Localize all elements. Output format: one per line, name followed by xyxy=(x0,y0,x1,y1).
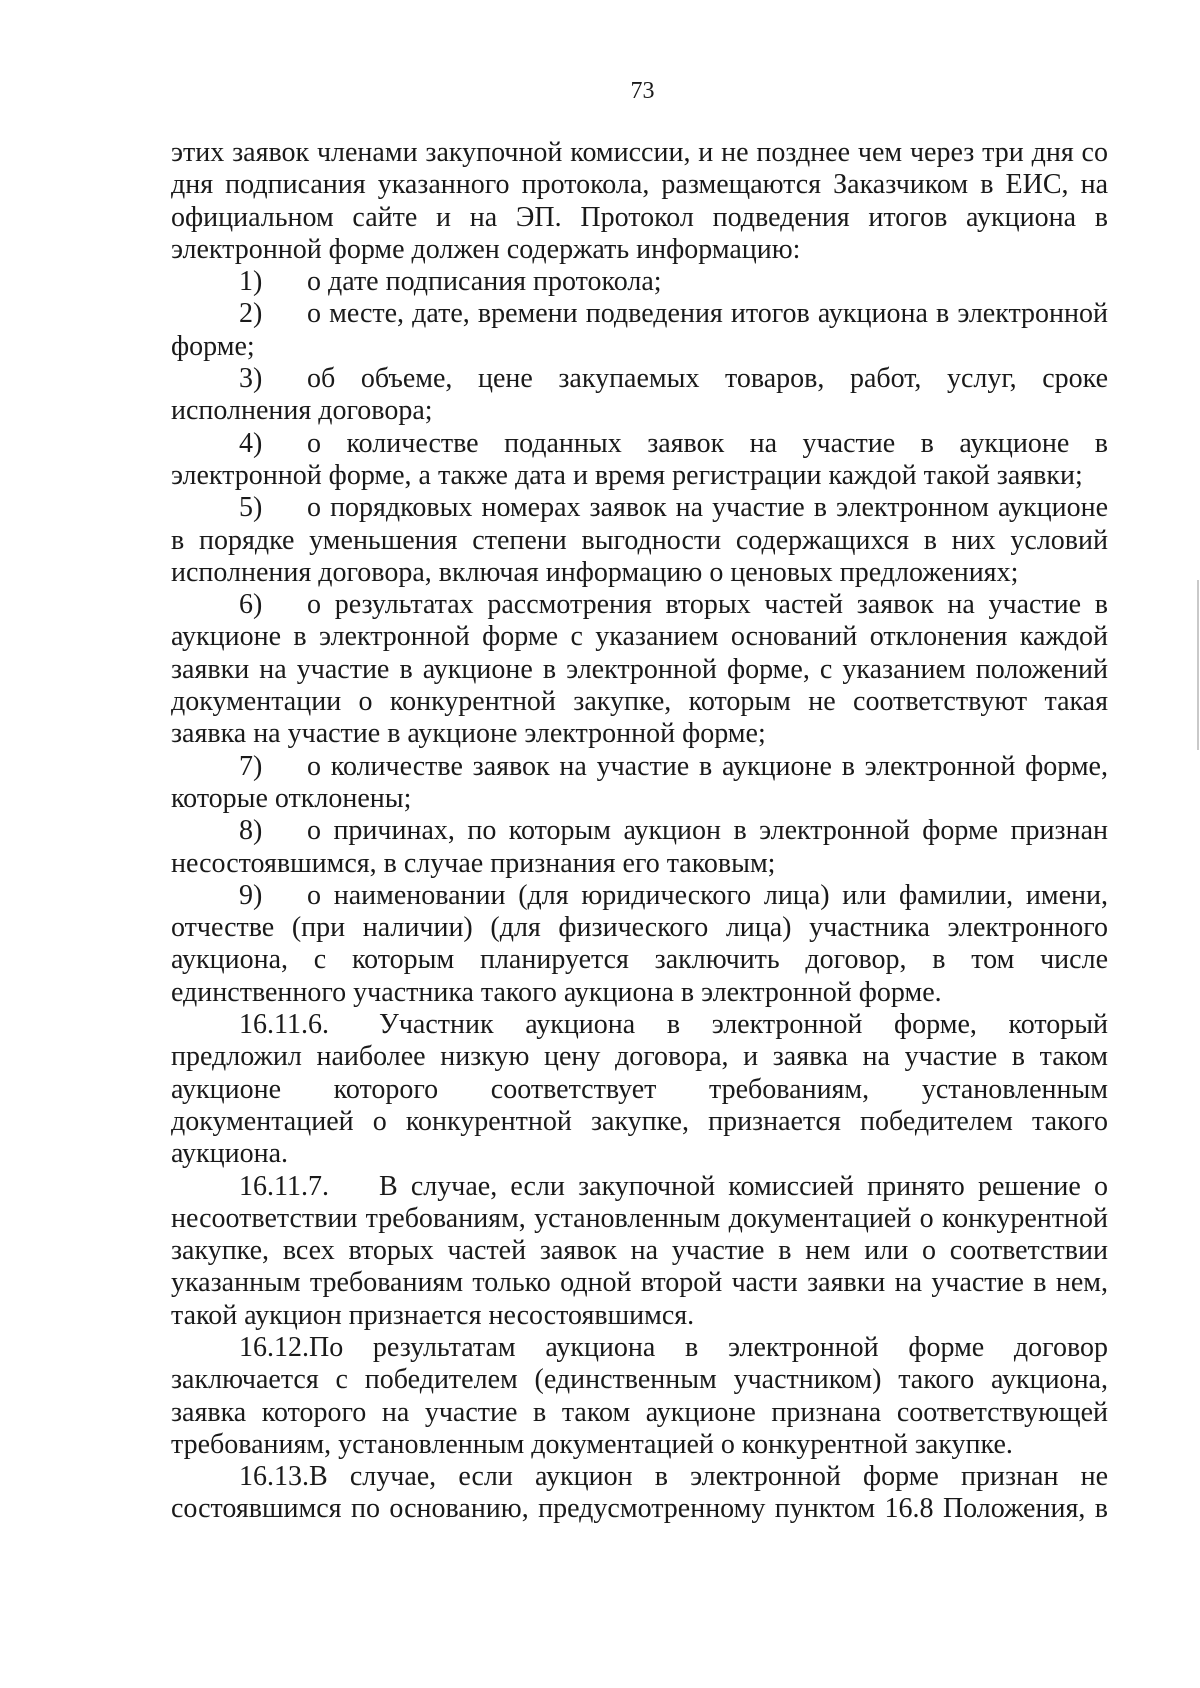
list-item-number: 1) xyxy=(239,266,263,298)
paragraph-intro: этих заявок членами закупочной комиссии, и не позднее чем через три дня со дня подписания указанного протокола, размещаются Заказчиком в ЕИС, на официальном сайте и на ЭП. Протокол подведения итогов аукциона в электронной форме должен содержать информацию: xyxy=(171,137,1108,265)
clause-number: 16.13. xyxy=(239,1461,309,1493)
clause-paragraph xyxy=(171,1009,1108,1170)
list-item-text: о количестве заявок на участие в аукционе в электронной форме, которые отклонены; xyxy=(171,750,1108,814)
clause-paragraph xyxy=(171,1171,1108,1332)
list-item-text: об объеме, цене закупаемых товаров, работ, услуг, сроке исполнения договора; xyxy=(171,363,1108,427)
list-item-number: 9) xyxy=(239,879,263,911)
list-item-text: о количестве поданных заявок на участие в аукционе в электронной форме, а также дата и время регистрации каждой такой заявки; xyxy=(171,427,1108,491)
clause-text: В случае, если аукцион в электронной форме признан не состоявшимся по основанию, предусмотренному пунктом 16.8 Положения, в xyxy=(171,1461,1108,1525)
list-item-number: 8) xyxy=(239,815,263,847)
clause-number: 16.11.6. xyxy=(239,1009,329,1041)
list-item-number: 4) xyxy=(239,427,263,459)
list-item-text: о дате подписания протокола; xyxy=(307,266,662,298)
document-body xyxy=(171,137,1108,1526)
list-item-text: о причинах, по которым аукцион в электронной форме признан несостоявшимся, в случае признания его таковым; xyxy=(171,815,1108,879)
scan-edge-mark xyxy=(1197,580,1199,750)
list-item xyxy=(171,815,1108,880)
list-item xyxy=(171,266,1108,298)
list-item-number: 7) xyxy=(239,750,263,782)
clause-text: В случае, если закупочной комиссией принято решение о несоответствии требованиям, установленным документацией о конкурентной закупке, всех вторых частей заявок на участие в нем или о соответствии указанным требованиям только одной второй части заявки на участие в нем, такой аукцион признается несостоявшимся. xyxy=(171,1170,1108,1331)
list-item-number: 6) xyxy=(239,589,263,621)
list-item xyxy=(171,492,1108,589)
list-item-number: 5) xyxy=(239,492,263,524)
list-item-text: о наименовании (для юридического лица) или фамилии, имени, отчестве (при наличии) (для физического лица) участника электронного аукциона, с которым планируется заключить договор, в том числе единственного участника такого аукциона в электронной форме. xyxy=(171,879,1108,1008)
clause-number: 16.12. xyxy=(239,1331,309,1363)
list-item-text: о месте, дате, времени подведения итогов аукциона в электронной форме; xyxy=(171,298,1108,362)
list-item xyxy=(171,298,1108,363)
list-item-text: о результатах рассмотрения вторых частей заявок на участие в аукционе в электронной форме с указанием оснований отклонения каждой заявки на участие в аукционе в электронной форме, с указанием положений документации о конкурентной закупке, которым не соответствуют такая заявка на участие в аукционе электронной форме; xyxy=(171,589,1108,750)
clause-paragraph xyxy=(171,1332,1108,1461)
list-item xyxy=(171,751,1108,816)
list-item-text: о порядковых номерах заявок на участие в электронном аукционе в порядке уменьшения степени выгодности содержащихся в них условий исполнения договора, включая информацию о ценовых предложениях; xyxy=(171,492,1108,588)
clause-text: По результатам аукциона в электронной форме договор заключается с победителем (единственным участником) такого аукциона, заявка которого на участие в таком аукционе признана соответствующей требованиям, установленным документацией о конкурентной закупке. xyxy=(171,1331,1108,1460)
list-item xyxy=(171,363,1108,428)
list-item xyxy=(171,880,1108,1009)
list-item-number: 2) xyxy=(239,298,263,330)
clause-number: 16.11.7. xyxy=(239,1170,329,1202)
clause-text: Участник аукциона в электронной форме, который предложил наиболее низкую цену договора, и заявка на участие в таком аукционе которого соответствует требованиям, установленным документацией о конкурентной закупке, признается победителем такого аукциона. xyxy=(171,1009,1108,1170)
list-item xyxy=(171,428,1108,493)
clause-paragraph xyxy=(171,1461,1108,1526)
list-item-number: 3) xyxy=(239,363,263,395)
list-item xyxy=(171,589,1108,750)
page-number: 73 xyxy=(630,78,655,104)
